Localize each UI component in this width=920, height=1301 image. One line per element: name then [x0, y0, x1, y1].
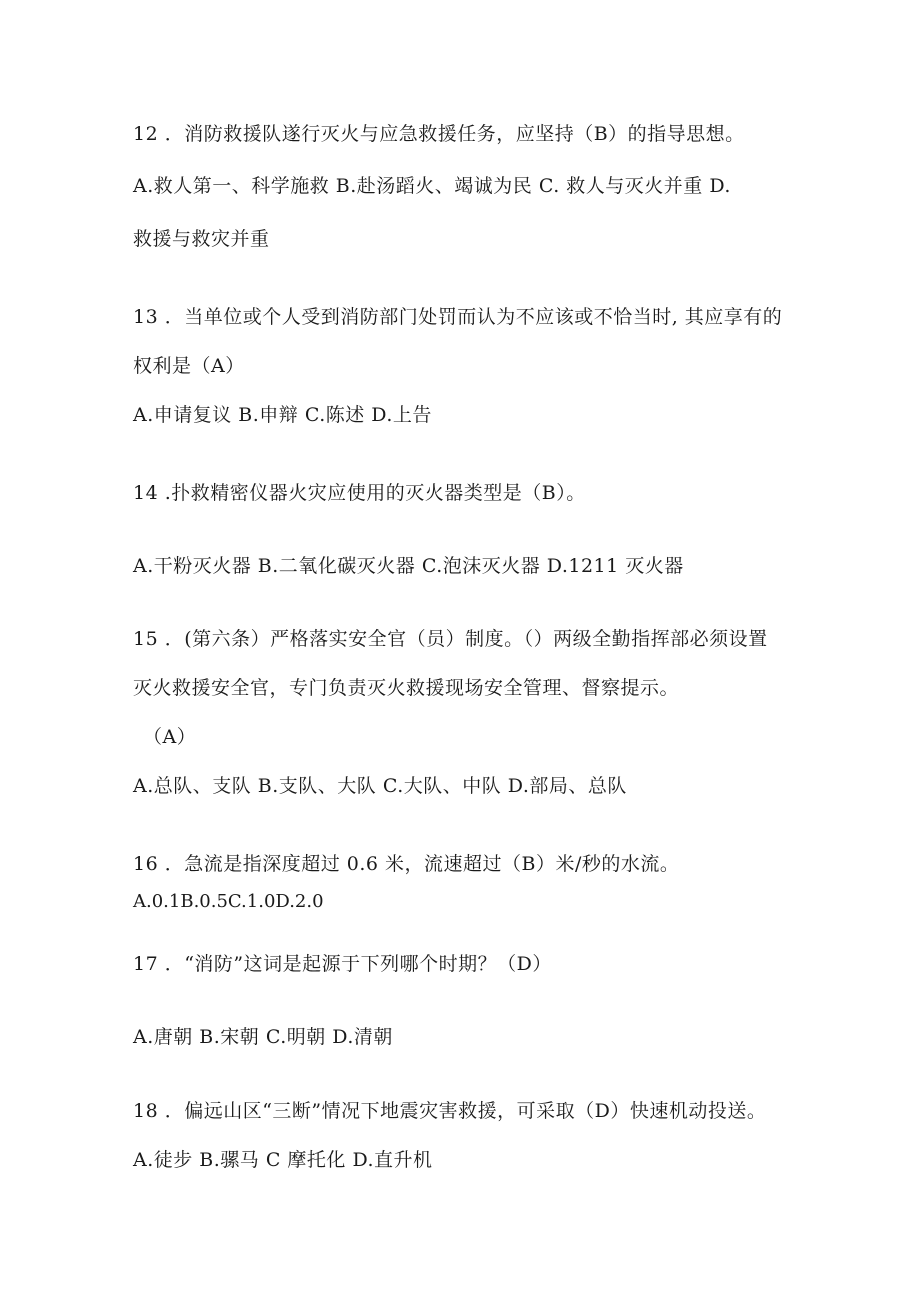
question-15-stem: 15 ．(第六条）严格落实安全官（员）制度。（）两级全勤指挥部必须设置 — [133, 628, 768, 650]
question-13-options: A.申请复议 B.申辩 C.陈述 D.上告 — [133, 404, 432, 426]
question-18-stem: 18 ．偏远山区“三断”情况下地震灾害救援，可采取（D）快速机动投送。 — [133, 1100, 767, 1122]
question-13-stem: 13 ．当单位或个人受到消防部门处罚而认为不应该或不恰当时, 其应享有的 — [133, 306, 783, 328]
question-12-stem: 12 ．消防救援队遂行灭火与应急救援任务，应坚持（B）的指导思想。 — [133, 123, 745, 145]
question-18-options: A.徒步 B.骡马 C 摩托化 D.直升机 — [133, 1149, 433, 1171]
question-16-stem: 16 ．急流是指深度超过 0.6 米，流速超过（B）米/秒的水流。 — [133, 853, 680, 875]
question-12-options: A.救人第一、科学施救 B.赴汤蹈火、竭诚为民 C. 救人与灭火并重 D. — [133, 175, 731, 197]
question-15-stem-continued: 灭火救援安全官，专门负责灭火救援现场安全管理、督察提示。 — [133, 677, 680, 699]
question-14-options: A.干粉灭火器 B.二氧化碳灭火器 C.泡沫灭火器 D.1211 灭火器 — [133, 555, 684, 577]
question-17-stem: 17 ．“消防”这词是起源于下列哪个时期？（D） — [133, 953, 552, 975]
question-12-options-continued: 救援与救灾并重 — [133, 228, 270, 250]
question-17-options: A.唐朝 B.宋朝 C.明朝 D.清朝 — [133, 1026, 393, 1048]
question-16-options: A.0.1B.0.5C.1.0D.2.0 — [133, 891, 324, 912]
question-13-stem-continued: 权利是（A） — [133, 355, 245, 377]
question-14-stem: 14 .扑救精密仪器火灾应使用的灭火器类型是（B）。 — [133, 482, 586, 504]
question-15-options: A.总队、支队 B.支队、大队 C.大队、中队 D.部局、总队 — [133, 775, 627, 797]
question-15-answer: （A） — [143, 726, 197, 748]
